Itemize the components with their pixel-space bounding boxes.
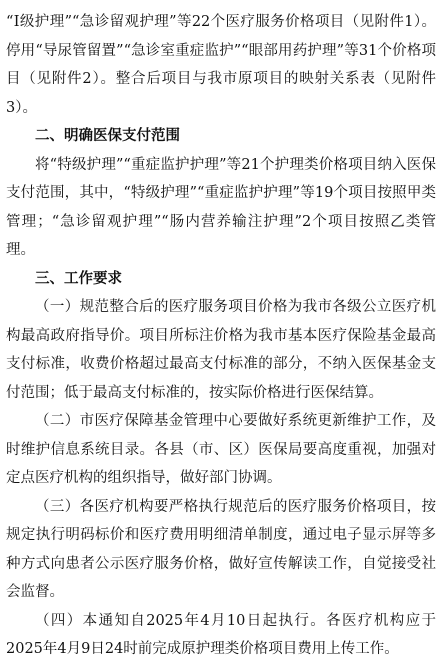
requirement-1-paragraph: （一）规范整合后的医疗服务项目价格为我市各级公立医疗机构最高政府指导价。项目所标注价格为我市基本医疗保险基金最高支付标准，收费价格超过最高支付标准的部分，不纳入医保基金支付范围；低于最高支付标准的，按实际价格进行医保结算。 [6, 299, 436, 401]
continuation-paragraph: “Ⅰ级护理”“急诊留观护理”等22个医疗服务价格项目（见附件1）。停用“导尿管留置”“急诊室重症监护”“眼部用药护理”等31个价格项目（见附件2）。整合后项目与我市原项目的映射关系表（见附件3）。 [6, 14, 436, 116]
payment-scope-paragraph: 将“特级护理”“重症监护护理”等21个护理类价格项目纳入医保支付范围，其中，“特级护理”“重症监护护理”等19个项目按照甲类管理；“急诊留观护理”“肠内营养输注护理”2个项目按照乙类管理。 [6, 156, 436, 258]
section-heading-payment-scope: 二、明确医保支付范围 [35, 128, 180, 144]
requirement-2-paragraph: （二）市医疗保障基金管理中心要做好系统更新维护工作，及时维护信息系统目录。各县（市、区）医保局要高度重视，加强对定点医疗机构的组织指导，做好部门协调。 [6, 413, 436, 486]
requirement-4-paragraph: （四）本通知自2025年4月10日起执行。各医疗机构应于2025年4月9日24时前完成原护理类价格项目费用上传工作。 [6, 612, 436, 657]
section-heading-work-requirements: 三、工作要求 [35, 270, 122, 287]
requirement-3-paragraph: （三）各医疗机构要严格执行规范后的医疗服务价格项目，按规定执行明码标价和医疗费用明细清单制度，通过电子显示屏等多种方式向患者公示医疗服务价格，做好宣传解读工作，自觉接受社会监督。 [6, 498, 436, 600]
